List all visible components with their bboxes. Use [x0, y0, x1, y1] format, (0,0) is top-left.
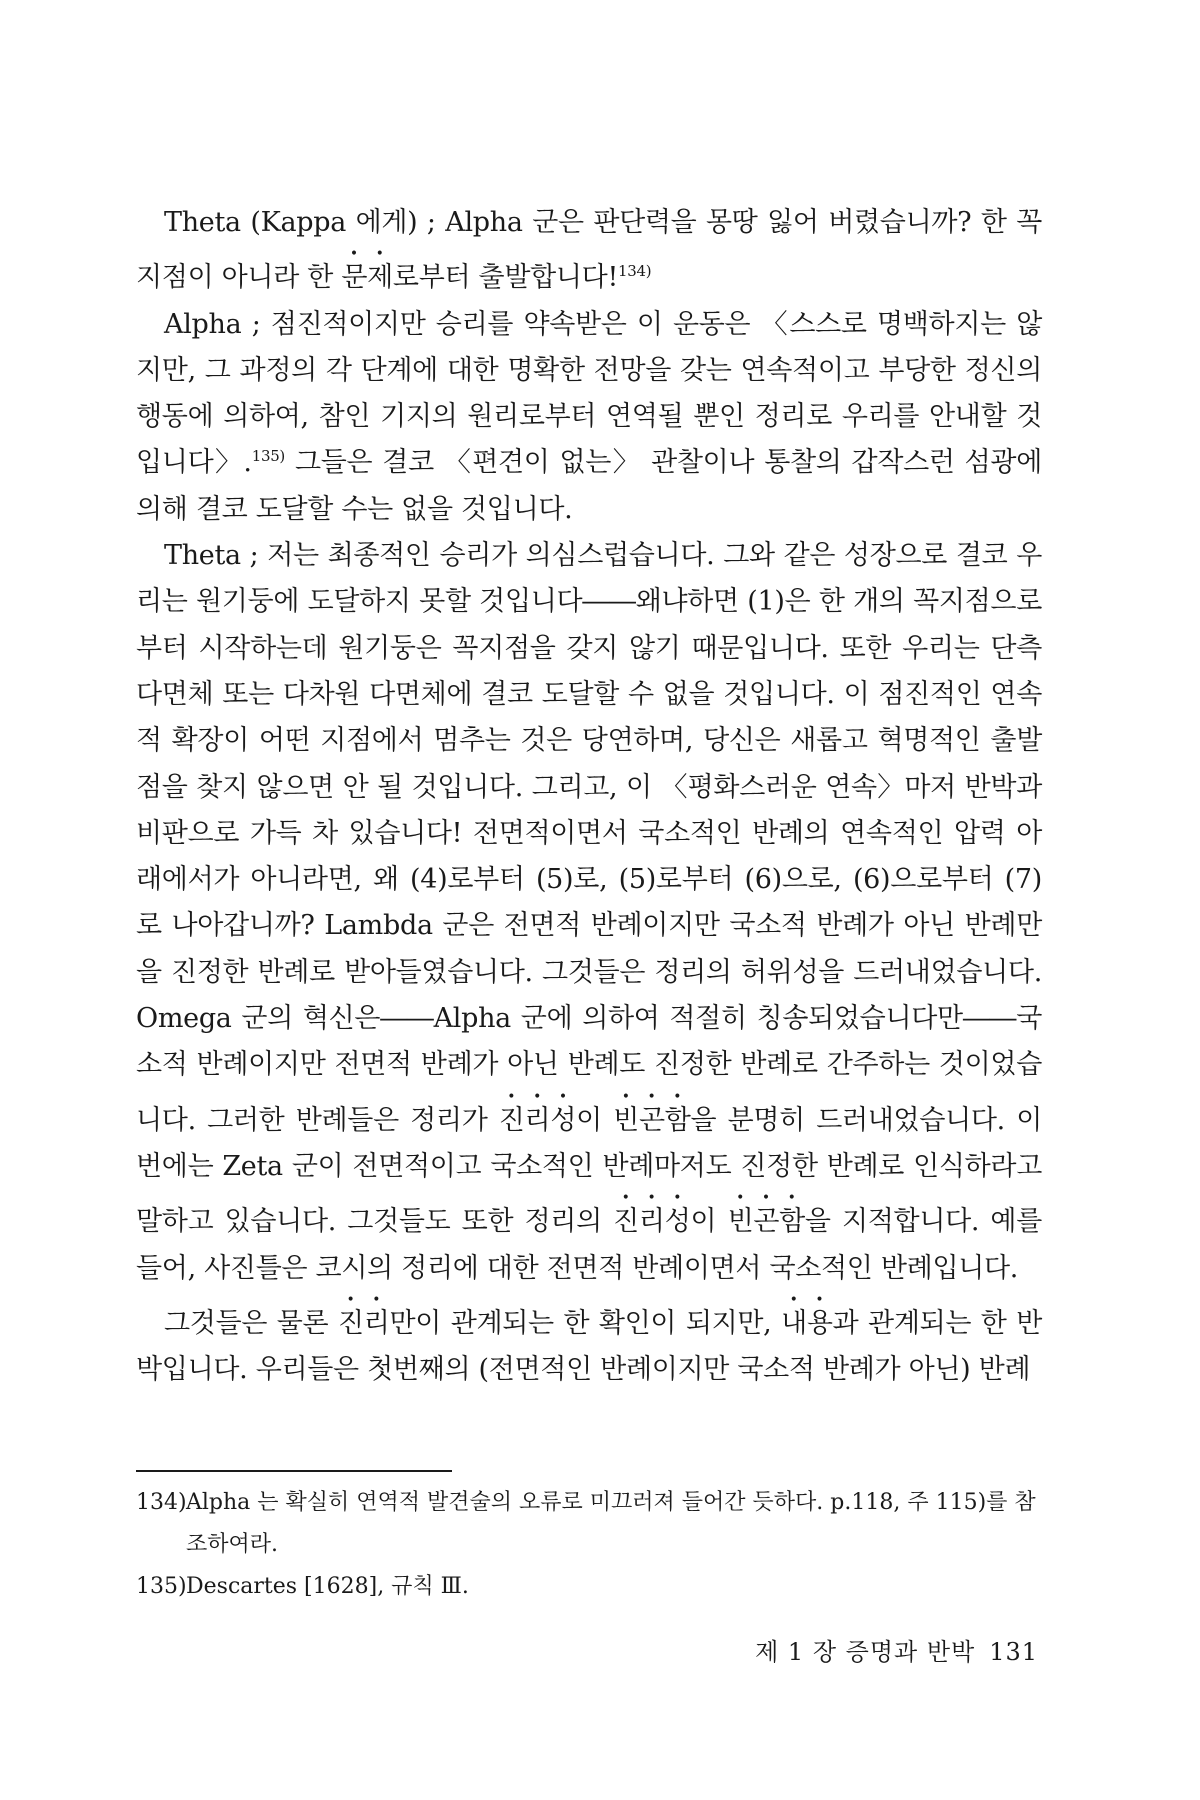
paragraph-2: Alpha ; 점진적이지만 승리를 약속받은 이 운동은 〈스스로 명백하지는 않지만, 그 과정의 각 단계에 대한 명확한 전망을 갖는 연속적이고 부당한 정신의 행동에 의하여, 참인 기지의 원리로부터 연역될 뿐인 정리로 우리를 안내할 것입니다〉.$^{135)}$ 그들은 결코 〈편견이 없는〉 관찰이나 통찰의 갑작스런 섬광에 의해 결코 도달할 수는 없을 것입니다. [136, 308, 1042, 525]
chapter-title: 제 1 장 증명과 반박 [755, 1638, 976, 1666]
footnote-divider [136, 1470, 452, 1472]
emphasis-text: 빈곤함 [727, 1206, 805, 1238]
footnote-ref-135: 135) [251, 447, 285, 466]
footnote-ref-134: 134) [618, 262, 652, 281]
footnotes [136, 1482, 1042, 1608]
page-number: 131 [989, 1638, 1038, 1666]
footnote-text: Alpha 는 확실히 연역적 발견술의 오류로 미끄러져 들어간 듯하다. p.118, 주 115)를 참조하여라. [186, 1490, 1036, 1557]
footnote-text: Descartes [1628], 규칙 Ⅲ. [186, 1574, 469, 1599]
emphasis-text: 문제 [341, 262, 393, 294]
emphasis-text: 내용 [781, 1307, 833, 1339]
running-footer [741, 1632, 1038, 1667]
footnote-134 [136, 1482, 1042, 1566]
main-text [136, 200, 1042, 1393]
footnote-number: 135) [136, 1574, 187, 1599]
emphasis-text: 진리성 [498, 1104, 577, 1136]
emphasis-text: 진리성 [613, 1206, 691, 1238]
paragraph-1: Theta (Kappa 에게) ; Alpha 군은 판단력을 몽땅 잃어 버렸습니까? 한 꼭지점이 아니라 한 문제로부터 출발합니다!$^{134)}$ [136, 207, 1042, 294]
footnote-number: 134) [136, 1490, 187, 1515]
emphasis-text: 진리 [337, 1307, 390, 1339]
emphasis-text: 빈곤함 [613, 1104, 691, 1136]
paragraph-4: 그것들은 물론 진리만이 관계되는 한 확인이 되지만, 내용과 관계되는 한 반박입니다. 우리들은 첫번째의 (전면적인 반례이지만 국소적 반례가 아닌) 반례 [136, 1307, 1042, 1386]
paragraph-3: Theta ; 저는 최종적인 승리가 의심스럽습니다. 그와 같은 성장으로 결코 우리는 원기둥에 도달하지 못할 것입니다――왜냐하면 (1)은 한 개의 꼭지점으로부터 시작하는데 원기둥은 꼭지점을 갖지 않기 때문입니다. 또한 우리는 단측 다면체 또는 다차원 다면체에 결코 도달할 수 없을 것입니다. 이 점진적인 연속적 확장이 어떤 지점에서 멈추는 것은 당연하며, 당신은 새롭고 혁명적인 출발점을 찾지 않으면 안 될 것입니다. 그리고, 이 〈평화스러운 연속〉마저 반박과 비판으로 가득 차 있습니다! 전면적이면서 국소적인 반례의 연속적인 압력 아래에서가 아니라면, 왜 (4)로부터 (5)로, (5)로부터 (6)으로, (6)으로부터 (7)로 나아갑니까? Lambda 군은 전면적 반례이지만 국소적 반례가 아닌 반례만을 진정한 반례로 받아들였습니다. 그것들은 정리의 허위성을 드러내었습니다. Omega 군의 혁신은――Alpha 군에 의하여 적절히 칭송되었습니다만――국소적 반례이지만 전면적 반례가 아닌 반례도 진정한 반례로 간주하는 것이었습니다. 그러한 반례들은 정리가 진리성이 빈곤함을 분명히 드러내었습니다. 이번에는 Zeta 군이 전면적이고 국소적인 반례마저도 진정한 반례로 인식하라고 말하고 있습니다. 그것들도 또한 정리의 진리성이 빈곤함을 지적합니다. 예를 들어, 사진틀은 코시의 정리에 대한 전면적 반례이면서 국소적인 반례입니다. [136, 540, 1043, 1284]
footnote-135 [136, 1566, 1042, 1608]
